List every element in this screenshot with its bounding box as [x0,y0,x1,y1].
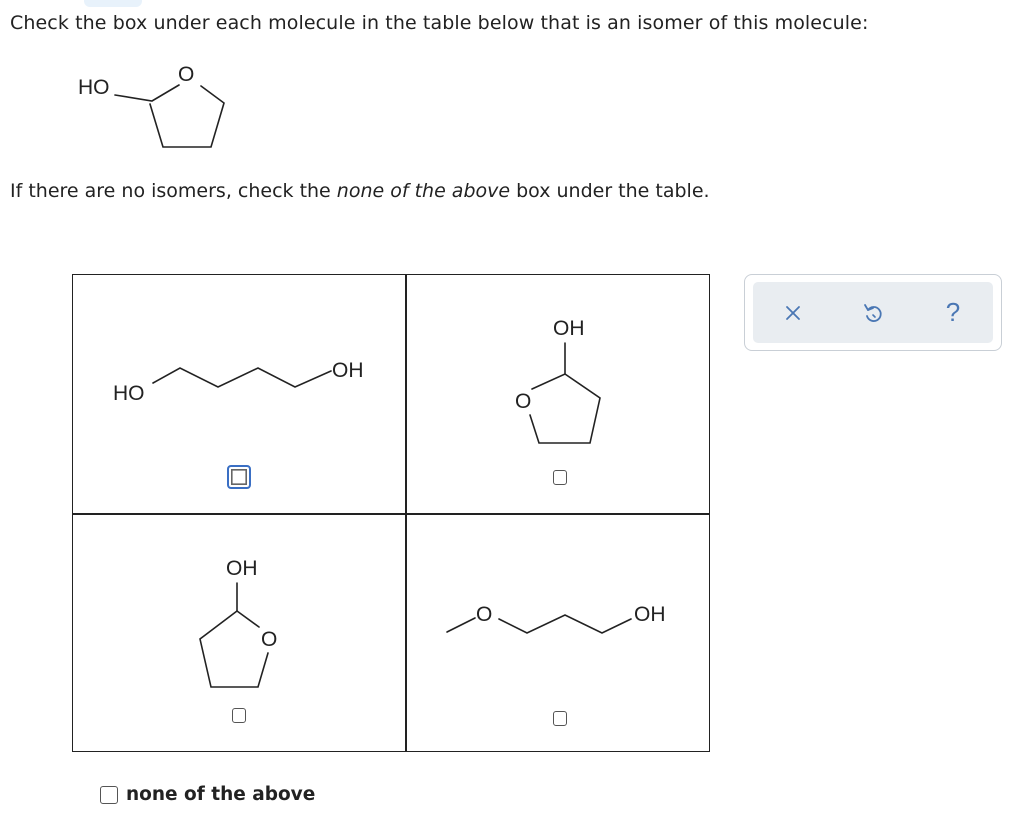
help-icon: ? [945,297,961,327]
undo-button[interactable] [853,293,893,333]
checkbox-none-of-the-above[interactable] [100,786,118,804]
help-button[interactable] [933,293,973,333]
answer-table [72,274,710,752]
close-icon [783,303,803,323]
checkbox-molecule-b[interactable] [553,470,567,485]
checkbox-molecule-a[interactable] [227,465,251,489]
cell-d-o-label: O [476,603,493,626]
reference-molecule [60,55,260,165]
instruction-emphasis: none of the above [336,180,511,202]
table-cell-a [73,275,405,513]
checkbox-molecule-c[interactable] [232,708,246,723]
cell-c-oh-label: OH [226,557,258,580]
clear-button[interactable] [773,293,813,333]
ref-o-label: O [178,63,195,86]
ref-ho-label: HO [78,76,110,99]
question-prompt: Check the box under each molecule in the table below that is an isomer of this molecule: [10,12,869,34]
cell-b-o-label: O [515,390,532,413]
table-cell-d [407,515,709,751]
cell-b-oh-label: OH [553,317,585,340]
none-of-the-above-label: none of the above [126,784,316,805]
cell-c-o-label: O [261,628,278,651]
toolbar-inner [753,282,993,343]
cell-d-oh-label: OH [634,603,666,626]
cell-a-oh-label: OH [332,359,364,382]
none-of-the-above-option[interactable] [100,784,315,805]
answer-toolbar [744,274,1002,351]
undo-icon [862,302,884,324]
table-cell-c [73,515,405,751]
top-tab-hint [84,0,142,7]
checkbox-molecule-d[interactable] [553,711,567,726]
instruction-text: If there are no isomers, check the none of the above box under the table. [10,180,710,202]
table-cell-b [407,275,709,513]
cell-a-ho-label: HO [113,382,145,405]
